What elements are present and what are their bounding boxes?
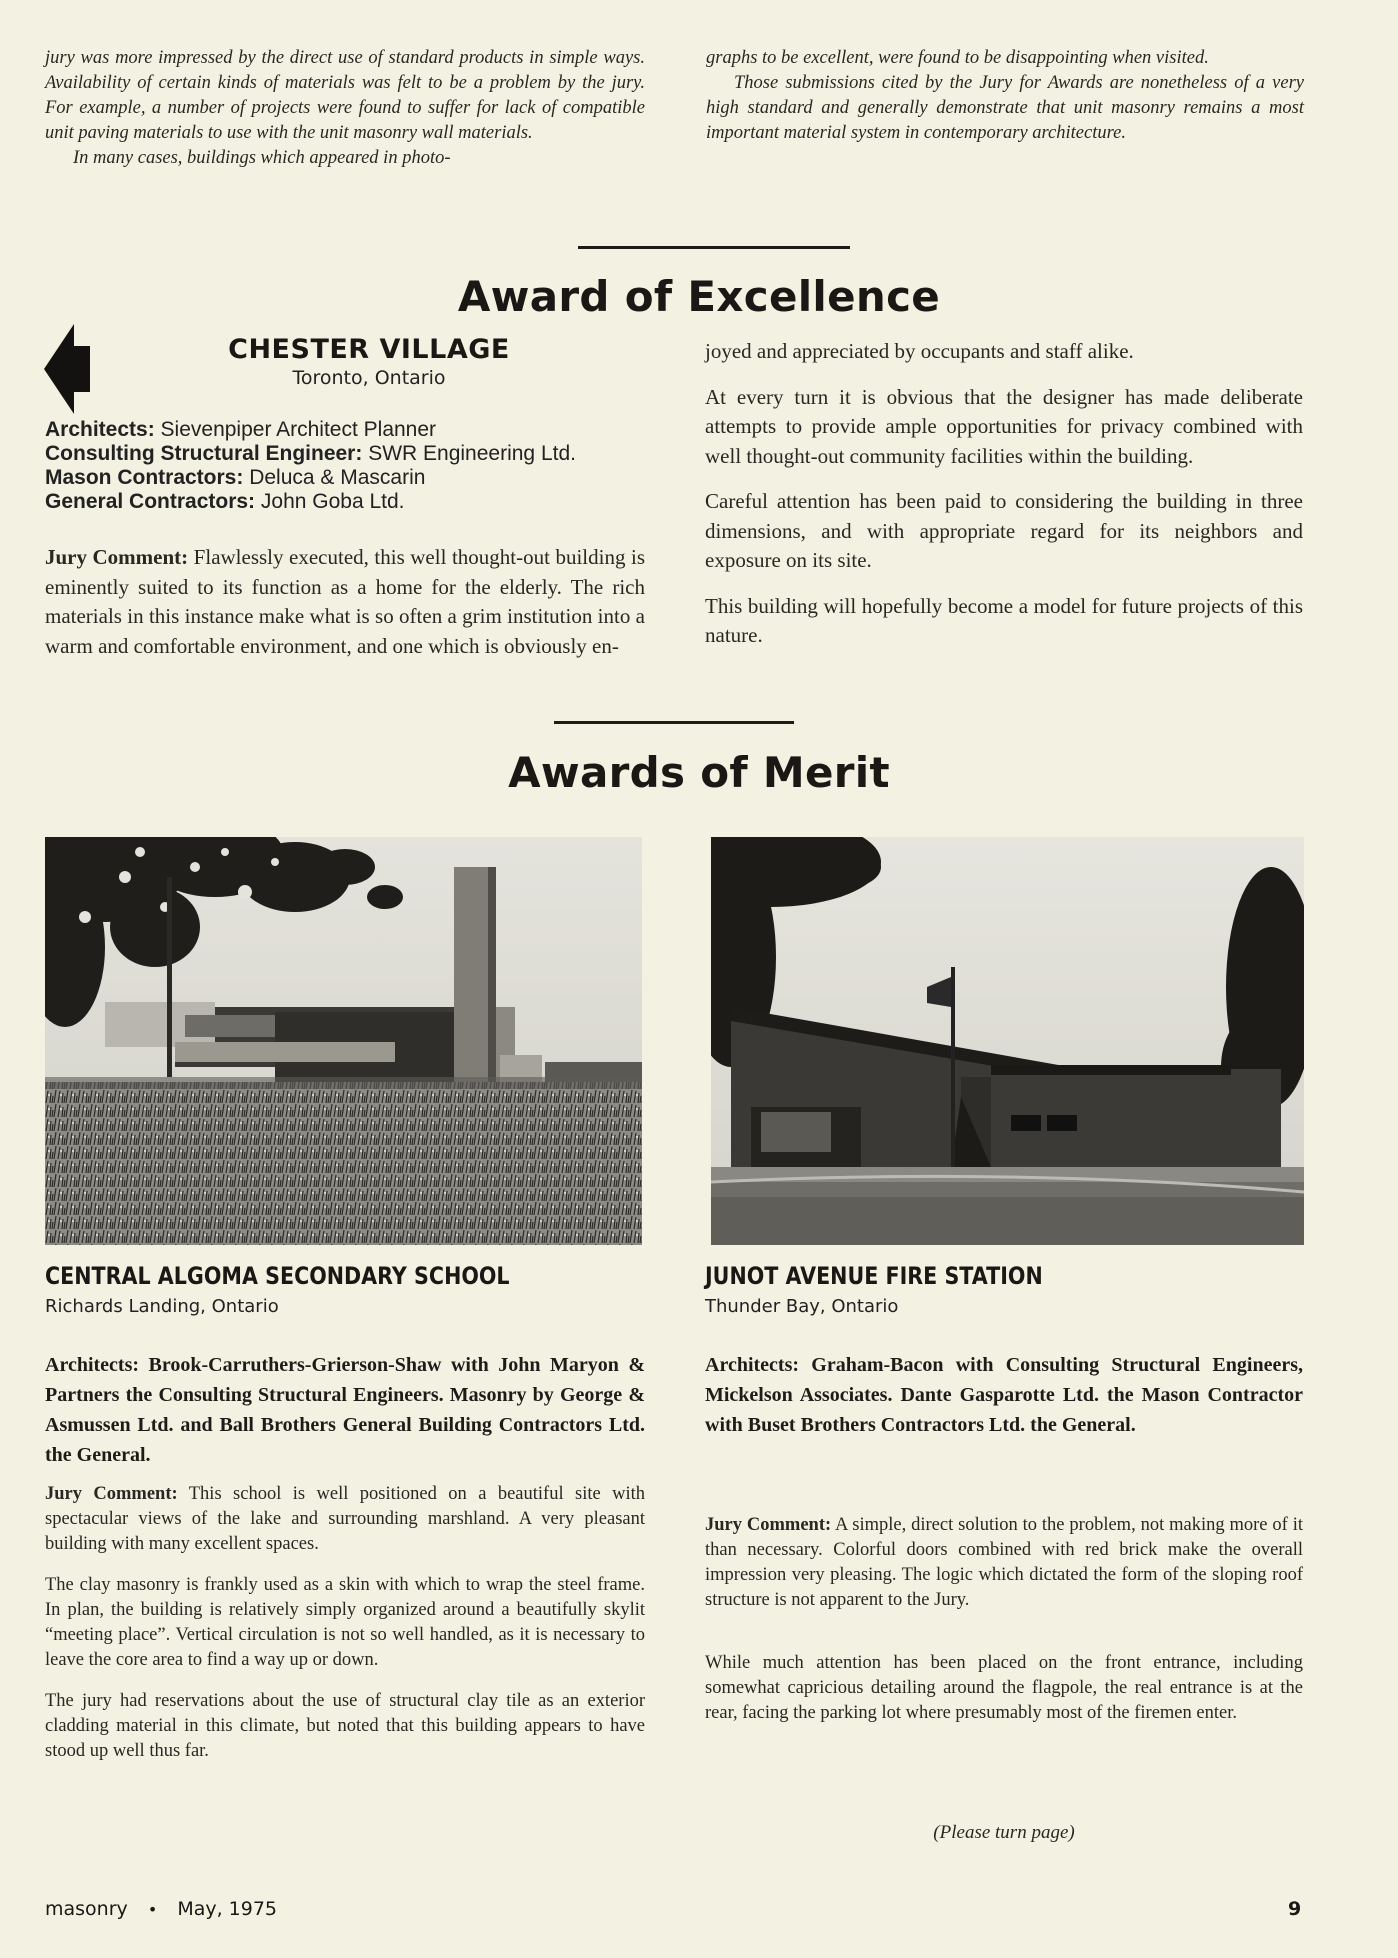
project-title: CENTRAL ALGOMA SECONDARY SCHOOL: [45, 1262, 510, 1290]
intro-paragraph: graphs to be excellent, were found to be disappointing when visited.: [706, 48, 1209, 68]
project-title: CHESTER VILLAGE: [228, 334, 510, 365]
magazine-name: masonry: [45, 1898, 128, 1920]
body-paragraph: The clay masonry is frankly used as a skin with which to wrap the steel frame. In plan, the building is relatively simply organized around a beautifully skylit “meeting place”. Vertical circulation is not so well handled, as it is necessary to leave the core area to find a way up or down.: [45, 1575, 645, 1670]
chester-village-jury-comment: [45, 543, 645, 677]
school-photo: [45, 837, 642, 1245]
body-paragraph: At every turn it is obvious that the designer has made deliberate attempts to provide ample opportunities for privacy combined with well thought-out community facilities within the building.: [705, 384, 1303, 468]
page-number: 9: [1288, 1898, 1302, 1920]
bullet: •: [147, 1900, 158, 1919]
body-paragraph: Careful attention has been paid to considering the building in three dimensions, and with appropriate regard for its neighbors and exposure on its site.: [705, 489, 1303, 572]
jury-comment-text: Flawlessly executed, this well thought-out building is eminently suited to its function as a home for the elderly. The rich materials in this instance make what is so often a grim institution into a warm and comfortable environment, and one which is obviously en-: [45, 545, 645, 658]
project-location: Richards Landing, Ontario: [45, 1296, 279, 1317]
jury-comment-label: Jury Comment:: [705, 1515, 832, 1535]
body-paragraph: This building will hopefully become a model for future projects of this nature.: [705, 593, 1303, 647]
school-credits: Architects: Brook-Carruthers-Grierson-Shaw with John Maryon & Partners the Consulting Structural Engineers. Masonry by George & Asmussen Ltd. and Ball Brothers General Building Contractors Ltd. the General.: [45, 1354, 645, 1466]
credit-line: General Contractors: John Goba Ltd.: [45, 490, 405, 513]
fire-station-header: [705, 1262, 1305, 1317]
project-title: JUNOT AVENUE FIRE STATION: [705, 1262, 1043, 1290]
jury-comment-text: This school is well positioned on a beautiful site with spectacular views of the lake and surrounding marshland. A very pleasant building with many excellent spaces.: [45, 1484, 645, 1554]
body-paragraph: While much attention has been placed on the front entrance, including somewhat capricious detailing around the flagpole, the real entrance is at the rear, facing the parking lot where presumably most of the firemen enter.: [705, 1653, 1303, 1723]
turn-page-note: (Please turn page): [933, 1822, 1075, 1843]
project-location: Toronto, Ontario: [292, 367, 446, 389]
body-paragraph: joyed and appreciated by occupants and staff alike.: [705, 339, 1134, 363]
fire-station-photo: [711, 837, 1304, 1245]
issue-date: May, 1975: [177, 1898, 278, 1920]
credit-line: Architects: Sievenpiper Architect Planner: [45, 418, 437, 441]
fire-station-credits: Architects: Graham-Bacon with Consulting Structural Engineers, Mickelson Associates. Dante Gasparotte Ltd. the Mason Contractor with Buset Brothers Contractors Ltd. the General.: [705, 1354, 1303, 1436]
jury-comment-label: Jury Comment:: [45, 1484, 178, 1504]
school-header: [45, 1262, 645, 1317]
footer-publication: [45, 1898, 277, 1920]
credit-line: Consulting Structural Engineer: SWR Engineering Ltd.: [45, 442, 576, 465]
intro-paragraph: In many cases, buildings which appeared in photo-: [73, 148, 451, 168]
intro-right-column: [706, 46, 1304, 146]
intro-paragraph: Those submissions cited by the Jury for Awards are nonetheless of a very high standard and generally demonstrate that unit masonry remains a most important material system in contemporary architecture.: [706, 73, 1304, 143]
section-divider: [554, 721, 794, 724]
body-paragraph: The jury had reservations about the use of structural clay tile as an exterior cladding material in this climate, but noted that this building appears to have stood up well thus far.: [45, 1691, 645, 1761]
arrow-left-icon: [44, 324, 94, 414]
jury-comment-label: Jury Comment:: [45, 545, 189, 569]
intro-paragraph: jury was more impressed by the direct use of standard products in simple ways. Availability of certain kinds of materials was felt to be a problem by the jury. For example, a number of projects were found to suffer for lack of compatible unit paving materials to use with the unit masonry wall materials.: [45, 48, 645, 143]
credit-line: Mason Contractors: Deluca & Mascarin: [45, 466, 426, 489]
chester-village-header: [204, 334, 534, 389]
award-of-excellence-heading: Award of Excellence: [457, 272, 941, 321]
project-location: Thunder Bay, Ontario: [705, 1296, 899, 1317]
chester-village-credits: [45, 418, 655, 514]
section-divider: [578, 246, 850, 249]
awards-of-merit-heading: Awards of Merit: [508, 748, 890, 797]
jury-comment-text: A simple, direct solution to the problem, not making more of it than necessary. Colorful doors combined with red brick make the overall impression very pleasing. The logic which dictated the form of the sloping roof structure is not apparent to the Jury.: [705, 1515, 1303, 1610]
intro-left-column: [45, 46, 645, 171]
school-jury-comment: [45, 1482, 645, 1780]
chester-village-right-column: [705, 337, 1303, 667]
fire-station-jury-comment: [705, 1513, 1303, 1742]
